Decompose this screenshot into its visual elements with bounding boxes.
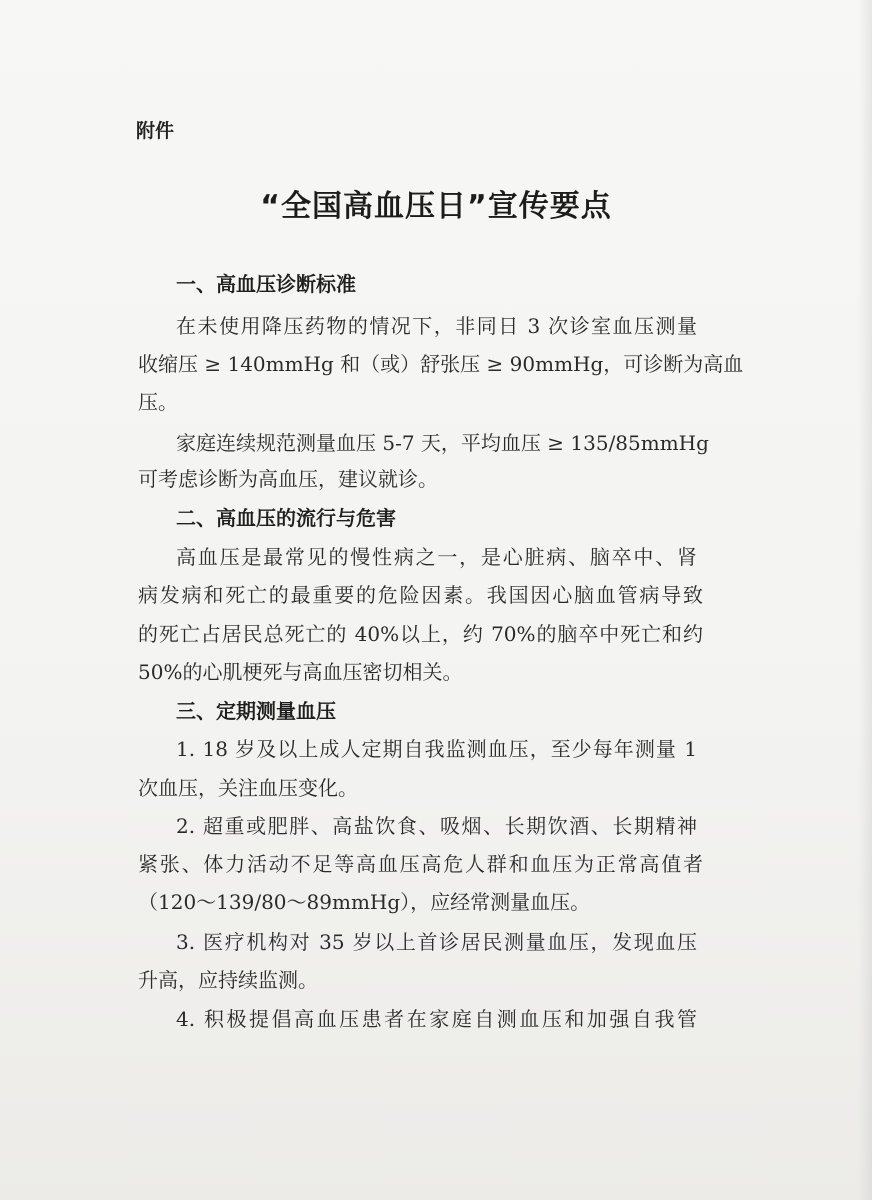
- section-2-line-1: 高血压是最常见的慢性病之一，是心脏病、脑卒中、肾: [176, 545, 697, 569]
- section-2-heading: 二、高血压的流行与危害: [176, 506, 396, 530]
- section-1-line-4: 家庭连续规范测量血压 5-7 天，平均血压 ≥ 135/85mmHg: [176, 431, 709, 455]
- section-1-line-1: 在未使用降压药物的情况下，非同日 3 次诊室血压测量: [176, 314, 697, 338]
- section-3-line-5: （120～139/80～89mmHg），应经常测量血压。: [138, 890, 591, 914]
- page-edge-shadow: [858, 0, 872, 1200]
- section-3-line-6: 3. 医疗机构对 35 岁以上首诊居民测量血压，发现血压: [176, 930, 697, 954]
- section-3-line-4: 紧张、体力活动不足等高血压高危人群和血压为正常高值者: [138, 852, 703, 876]
- section-3-line-7: 升高，应持续监测。: [138, 968, 318, 992]
- section-1-heading: 一、高血压诊断标准: [176, 272, 356, 296]
- document-title: “全国高血压日”宣传要点: [260, 189, 612, 224]
- attachment-label: 附件: [136, 120, 175, 142]
- section-2-line-2: 病发病和死亡的最重要的危险因素。我国因心脑血管病导致: [138, 583, 703, 607]
- section-1-line-2: 收缩压 ≥ 140mmHg 和（或）舒张压 ≥ 90mmHg，可诊断为高血: [138, 352, 744, 376]
- section-3-line-3: 2. 超重或肥胖、高盐饮食、吸烟、长期饮酒、长期精神: [176, 814, 697, 838]
- section-3-line-1: 1. 18 岁及以上成人定期自我监测血压，至少每年测量 1: [176, 737, 697, 761]
- section-1-line-3: 压。: [138, 390, 178, 414]
- section-1-line-5: 可考虑诊断为高血压，建议就诊。: [138, 467, 438, 491]
- section-3-line-8: 4. 积极提倡高血压患者在家庭自测血压和加强自我管: [176, 1007, 697, 1031]
- section-2-line-3: 的死亡占居民总死亡的 40%以上，约 70%的脑卒中死亡和约: [138, 622, 703, 646]
- section-3-heading: 三、定期测量血压: [176, 699, 336, 723]
- section-3-line-2: 次血压，关注血压变化。: [138, 776, 358, 800]
- section-2-line-4: 50%的心肌梗死与高血压密切相关。: [138, 660, 463, 684]
